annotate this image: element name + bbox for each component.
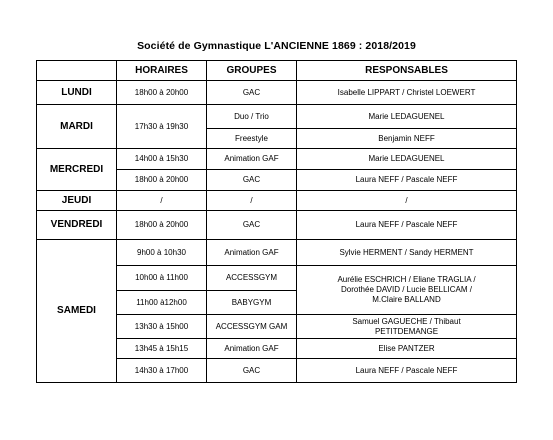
day-mercredi: MERCREDI (37, 149, 117, 191)
schedule-table (36, 60, 517, 383)
groupe-cell: ACCESSGYM (207, 266, 297, 291)
groupe-cell: Animation GAF (207, 240, 297, 266)
responsables-cell: Laura NEFF / Pascale NEFF (297, 211, 517, 240)
responsables-line: PETITDEMANGE (374, 326, 439, 336)
responsables-cell: Marie LEDAGUENEL (297, 149, 517, 170)
header-row (37, 61, 517, 81)
day-vendredi: VENDREDI (37, 211, 117, 240)
horaire-cell: 18h00 à 20h00 (117, 81, 207, 105)
table-row (37, 149, 517, 170)
responsables-line: Samuel GAGUECHE / Thibaut (352, 316, 461, 326)
day-mardi: MARDI (37, 105, 117, 149)
horaire-cell: 11h00 à12h00 (117, 291, 207, 315)
groupe-cell: BABYGYM (207, 291, 297, 315)
responsables-cell: Laura NEFF / Pascale NEFF (297, 170, 517, 191)
horaire-cell: / (117, 191, 207, 211)
groupe-cell: GAC (207, 359, 297, 383)
table-row (37, 105, 517, 129)
horaire-cell: 18h00 à 20h00 (117, 211, 207, 240)
table-row (37, 191, 517, 211)
groupe-cell: ACCESSGYM GAM (207, 315, 297, 339)
header-day (37, 61, 117, 81)
document-title: Société de Gymnastique L'ANCIENNE 1869 : 2018/2019 (137, 40, 416, 52)
responsables-cell: Benjamin NEFF (297, 129, 517, 149)
header-responsables: RESPONSABLES (297, 61, 517, 81)
responsables-cell (297, 315, 517, 339)
responsables-cell: Sylvie HERMENT / Sandy HERMENT (297, 240, 517, 266)
horaire-cell: 14h00 à 15h30 (117, 149, 207, 170)
horaire-cell: 9h00 à 10h30 (117, 240, 207, 266)
responsables-line: M.Claire BALLAND (372, 295, 441, 304)
header-groupes: GROUPES (207, 61, 297, 81)
horaire-cell: 13h30 à 15h00 (117, 315, 207, 339)
horaire-cell: 17h30 à 19h30 (117, 105, 207, 149)
groupe-cell: Animation GAF (207, 339, 297, 359)
groupe-cell: Freestyle (207, 129, 297, 149)
groupe-cell: GAC (207, 81, 297, 105)
responsables-cell: Elise PANTZER (297, 339, 517, 359)
groupe-cell: Animation GAF (207, 149, 297, 170)
table-row (37, 81, 517, 105)
header-horaires: HORAIRES (117, 61, 207, 81)
horaire-cell: 18h00 à 20h00 (117, 170, 207, 191)
responsables-line: Dorothée DAVID / Lucie BELLICAM / (340, 285, 473, 294)
day-samedi: SAMEDI (37, 240, 117, 383)
horaire-cell: 14h30 à 17h00 (117, 359, 207, 383)
groupe-cell: Duo / Trio (207, 105, 297, 129)
responsables-cell: Marie LEDAGUENEL (297, 105, 517, 129)
day-lundi: LUNDI (37, 81, 117, 105)
responsables-cell: / (297, 191, 517, 211)
horaire-cell: 13h45 à 15h15 (117, 339, 207, 359)
day-jeudi: JEUDI (37, 191, 117, 211)
groupe-cell: GAC (207, 211, 297, 240)
groupe-cell: / (207, 191, 297, 211)
responsables-line: Aurélie ESCHRICH / Eliane TRAGLIA / (337, 275, 476, 284)
groupe-cell: GAC (207, 170, 297, 191)
table-row (37, 211, 517, 240)
horaire-cell: 10h00 à 11h00 (117, 266, 207, 291)
table-row (37, 240, 517, 266)
responsables-cell: Laura NEFF / Pascale NEFF (297, 359, 517, 383)
responsables-cell (297, 266, 517, 315)
responsables-cell: Isabelle LIPPART / Christel LOEWERT (297, 81, 517, 105)
